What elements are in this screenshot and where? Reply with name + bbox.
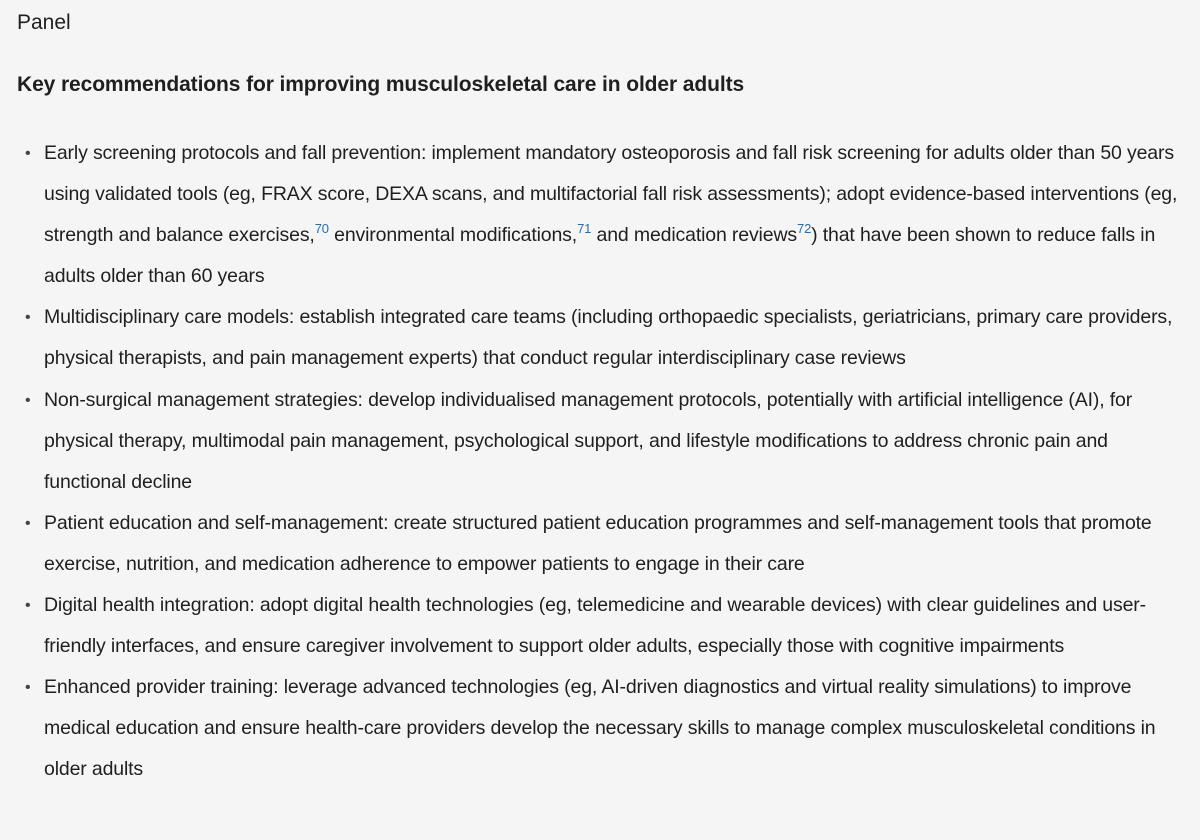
panel-title: Key recommendations for improving musculoskeletal care in older adults <box>17 73 745 96</box>
bullet-icon: • <box>25 145 31 162</box>
panel-label: Panel <box>17 11 71 34</box>
reference-link[interactable]: 72 <box>796 221 812 237</box>
list-item <box>17 133 1182 297</box>
bullet-icon: • <box>25 391 31 409</box>
recommendation-text: and medication reviews <box>591 224 797 247</box>
recommendation-text: ) that have been shown to reduce falls in adults older than 60 years <box>44 224 1156 288</box>
list-item <box>17 585 1182 667</box>
recommendation-text: Digital health integration: adopt digital health technologies (eg, telemedicine and wearable devices) with clear guidelines and user-friendly interfaces, and ensure caregiver involvement to support older adults, especially those with cognitive impairments <box>44 594 1146 658</box>
recommendation-text: Early screening protocols and fall prevention: implement mandatory osteoporosis and fall risk screening for adults older than 50 years using validated tools (eg, FRAX score, DEXA scans, and multifactorial fall risk assessments); adopt evidence-based interventions (eg, strength and balance exercises, <box>44 142 1178 247</box>
recommendation-text: Multidisciplinary care models: establish integrated care teams (including orthopaedic specialists, geriatricians, primary care providers, physical therapists, and pain management experts) that conduct regular interdisciplinary case reviews <box>44 306 1173 370</box>
list-item <box>17 297 1182 379</box>
bullet-icon: • <box>25 597 31 615</box>
recommendation-text: environmental modifications, <box>328 224 578 247</box>
reference-link[interactable]: 70 <box>314 221 329 237</box>
bullet-icon: • <box>25 309 31 327</box>
recommendations-list <box>17 133 1182 791</box>
reference-link[interactable]: 71 <box>577 221 592 237</box>
bullet-icon: • <box>25 679 31 697</box>
recommendation-text: Non-surgical management strategies: develop individualised management protocols, potentially with artificial intelligence (AI), for physical therapy, multimodal pain management, psychological support, and lifestyle modifications to address chronic pain and functional decline <box>44 388 1133 493</box>
list-item <box>17 380 1182 503</box>
recommendation-text: Patient education and self-management: create structured patient education programmes and self-management tools that promote exercise, nutrition, and medication adherence to empower patients to engage in their care <box>44 511 1152 575</box>
bullet-icon: • <box>25 514 31 532</box>
list-item <box>17 503 1182 585</box>
list-item <box>17 667 1182 790</box>
recommendation-text: Enhanced provider training: leverage advanced technologies (eg, AI-driven diagnostics and virtual reality simulations) to improve medical education and ensure health-care providers develop the necessary skills to manage complex musculoskeletal conditions in older adults <box>44 676 1156 781</box>
